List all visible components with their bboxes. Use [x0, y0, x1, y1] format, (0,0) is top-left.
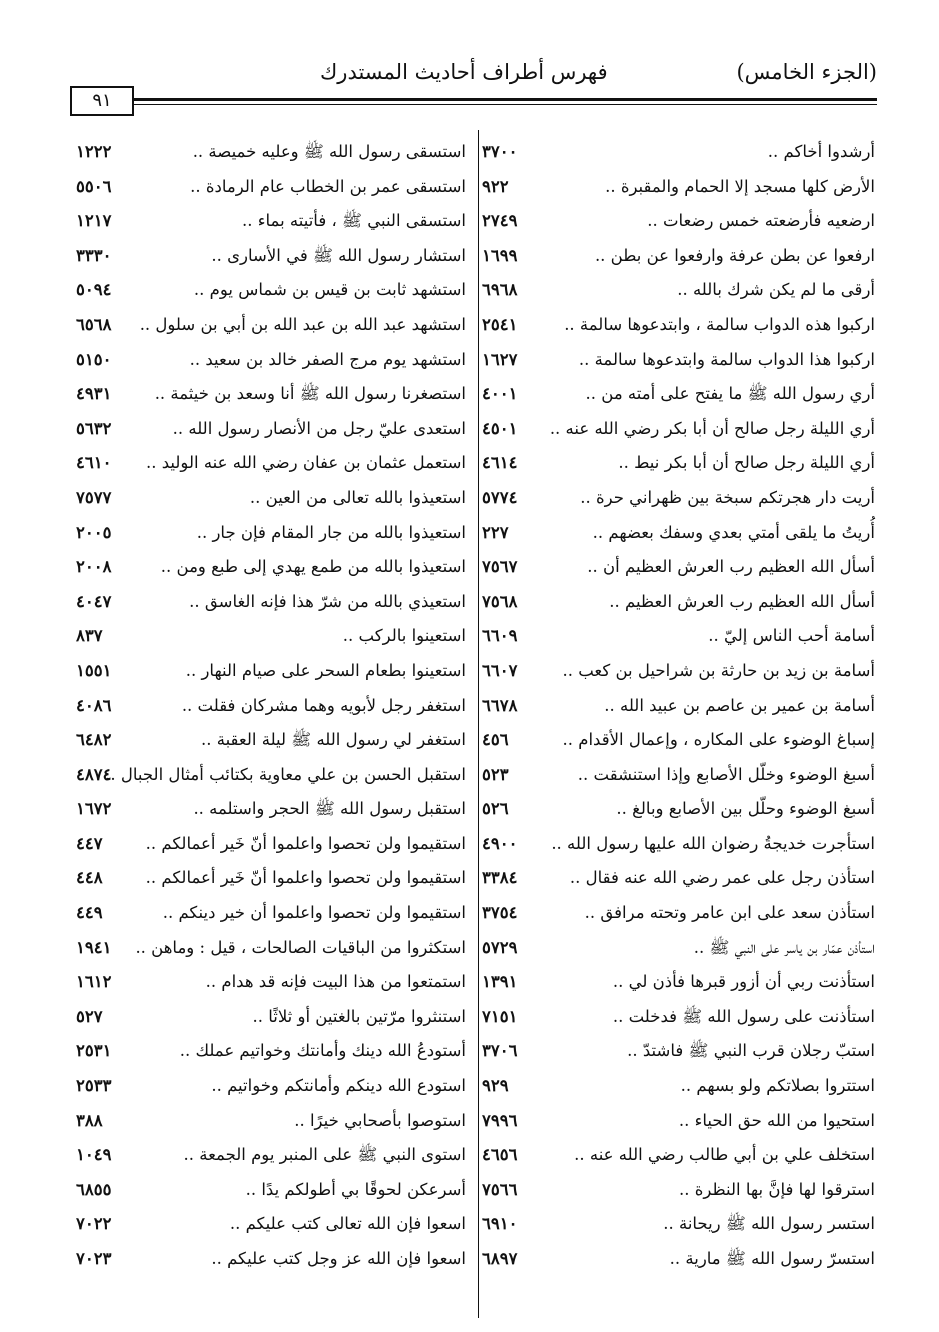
hadith-incipit: استشهد يوم مرج الصفر خالد بن سعيد ..: [189, 349, 466, 369]
hadith-number: ٧٩٩٦: [482, 1110, 518, 1130]
index-entry: [470, 553, 875, 588]
hadith-incipit: استقيموا ولن تحصوا واعلموا أنّ خَير أعمالكم ..: [145, 868, 466, 888]
index-entry: [70, 276, 466, 311]
hadith-incipit: أسامة أحب الناس إليّ ..: [708, 626, 875, 646]
index-entry: [70, 311, 466, 346]
hadith-number: ٢٥٣٣: [76, 1076, 112, 1096]
hadith-incipit: استأذن سعد على ابن عامر وتحته مرافق ..: [584, 903, 875, 923]
hadith-incipit: استعدى عليّ رجل من الأنصار رسول الله ..: [172, 418, 466, 438]
hadith-number: ١٦٩٩: [482, 245, 518, 265]
index-entry: [470, 588, 875, 623]
hadith-number: ٩٢٢: [482, 176, 509, 196]
index-entry: [70, 726, 466, 761]
index-entry: [70, 519, 466, 554]
hadith-incipit: استقيموا ولن تحصوا واعلموا أنّ خَير أعمالكم ..: [145, 833, 466, 853]
hadith-number: ٢٥٣١: [76, 1041, 112, 1061]
hadith-number: ٤٨٧٤: [76, 764, 112, 784]
hadith-incipit: استعينوا بالركب ..: [342, 626, 466, 646]
hadith-number: ٧٥٧٧: [76, 487, 112, 507]
hadith-incipit: استكثروا من الباقيات الصالحات ، قيل : وماهن ..: [135, 937, 466, 957]
hadith-incipit: إسباغ الوضوء على المكاره ، وإعمال الأقدام ..: [562, 730, 875, 750]
hadith-incipit: اركبوا هذه الدواب سالمة ، وابتدعوها سالمة ..: [564, 314, 875, 334]
hadith-incipit: استسر رسول الله ﷺ ريحانة ..: [663, 1214, 875, 1234]
hadith-number: ٥٧٧٤: [482, 487, 518, 507]
hadith-incipit: استعينوا بطعام السحر على صيام النهار ..: [185, 660, 466, 680]
hadith-number: ٦٦٠٧: [482, 660, 518, 680]
hadith-number: ٣٧٠٠: [482, 142, 518, 161]
index-entry: [70, 380, 466, 415]
hadith-number: ٧٠٢٣: [76, 1249, 112, 1268]
index-entry: [470, 519, 875, 554]
hadith-incipit: استرقوا لها فإنَّ بها النظرة ..: [679, 1179, 875, 1199]
hadith-incipit: الأرض كلها مسجد إلا الحمام والمقبرة ..: [605, 176, 875, 196]
index-entry: [470, 1072, 875, 1107]
index-entry: [470, 726, 875, 761]
hadith-number: ٤٩٠٠: [482, 833, 518, 853]
index-entry: [470, 864, 875, 899]
index-entry: [470, 1245, 875, 1280]
index-entry: [70, 1107, 466, 1142]
hadith-number: ٢٠٠٨: [76, 557, 112, 577]
index-entry: [470, 1141, 875, 1176]
hadith-number: ٤٩٣١: [76, 384, 112, 404]
hadith-number: ٣٣٣٠: [76, 245, 112, 265]
hadith-number: ٤٦١٠: [76, 453, 112, 473]
index-entry: [70, 415, 466, 450]
index-column-left: [70, 138, 466, 1280]
index-entry: [70, 1003, 466, 1038]
hadith-incipit: استسقى رسول الله ﷺ وعليه خميصة ..: [192, 142, 466, 161]
index-entry: [470, 795, 875, 830]
hadith-number: ٢٧٤٩: [482, 211, 518, 231]
index-entry: [470, 968, 875, 1003]
index-entry: [70, 1176, 466, 1211]
index-entry: [470, 1037, 875, 1072]
index-entry: [70, 657, 466, 692]
index-entry: [470, 242, 875, 277]
hadith-number: ٧١٥١: [482, 1006, 518, 1026]
hadith-number: ٦٤٨٢: [76, 730, 112, 750]
volume-label: (الجزء الخامس): [736, 60, 877, 84]
hadith-number: ٥٧٢٩: [482, 937, 518, 957]
index-entry: [470, 692, 875, 727]
hadith-incipit: استعيذوا بالله من طمع يهدي إلى طبع ومن ..: [160, 557, 466, 577]
hadith-incipit: أسامة بن عمير بن عاصم بن عبيد الله ..: [604, 695, 875, 715]
hadith-incipit: أرقى ما لم يكن شرك بالله ..: [677, 280, 875, 300]
hadith-incipit: استحيوا من الله حق الحياء ..: [678, 1110, 875, 1130]
index-entry: [70, 588, 466, 623]
index-entry: [470, 346, 875, 381]
hadith-number: ٧٥٦٨: [482, 591, 518, 611]
hadith-incipit: اسعوا فإن الله تعالى كتب عليكم ..: [229, 1214, 466, 1234]
hadith-incipit: ارضعيه فأرضعته خمس رضعات ..: [647, 211, 875, 231]
hadith-number: ٣٨٨: [76, 1110, 103, 1130]
hadith-number: ٥٢٣: [482, 764, 509, 784]
hadith-number: ٧٠٢٢: [76, 1214, 112, 1234]
hadith-incipit: استأجرت خديجةُ رضوان الله عليها رسول الله ..: [551, 833, 875, 853]
index-entry: [470, 449, 875, 484]
hadith-incipit: أري الليلة رجل صالح أن أبا بكر رضي الله عنه ..: [549, 418, 875, 438]
hadith-incipit: استسقى عمر بن الخطاب عام الرمادة ..: [190, 176, 466, 196]
hadith-number: ١٦٢٧: [482, 349, 518, 369]
hadith-number: ٦٦٠٩: [482, 626, 518, 646]
hadith-incipit: استعيذي بالله من شرّ هذا فإنه الغاسق ..: [189, 591, 466, 611]
hadith-incipit: استخلف علي بن أبي طالب رضي الله عنه ..: [574, 1145, 875, 1165]
index-entry: [470, 484, 875, 519]
hadith-incipit: استودع الله دينكم وأمانتكم وخواتيم ..: [211, 1076, 466, 1096]
hadith-number: ١٥٥١: [76, 660, 112, 680]
index-entry: [470, 761, 875, 796]
hadith-incipit: استغفر رجل لأبويه وهما مشركان فقلت ..: [181, 695, 466, 715]
index-entry: [70, 692, 466, 727]
hadith-incipit: أري رسول الله ﷺ ما يفتح على أمته من ..: [585, 384, 875, 404]
hadith-number: ٦٩١٠: [482, 1214, 518, 1234]
header-rule-thin: [134, 104, 877, 105]
hadith-incipit: ارفعوا عن بطن عرفة وارفعوا عن بطن ..: [594, 245, 875, 265]
index-entry: [70, 138, 466, 173]
hadith-number: ٤٤٨: [76, 868, 103, 888]
index-entry: [70, 484, 466, 519]
index-entry: [70, 207, 466, 242]
index-entry: [470, 207, 875, 242]
index-entry: [470, 899, 875, 934]
hadith-number: ٥١٥٠: [76, 349, 112, 369]
hadith-number: ٣٧٠٦: [482, 1041, 518, 1061]
hadith-incipit: أسبغ الوضوء وحلّل بين الأصابع وبالغ ..: [616, 799, 875, 819]
hadith-number: ١٦٧٢: [76, 799, 112, 819]
index-entry: [70, 864, 466, 899]
hadith-incipit: اسعوا فإن الله عز وجل كتب عليكم ..: [211, 1249, 466, 1268]
index-entry: [470, 173, 875, 208]
index-entry: [70, 934, 466, 969]
index-entry: [470, 276, 875, 311]
hadith-number: ٣٧٥٤: [482, 903, 518, 923]
hadith-number: ٦٨٩٧: [482, 1249, 518, 1268]
index-entry: [470, 622, 875, 657]
page-number: ٩١: [70, 86, 134, 116]
hadith-number: ٤٥٦: [482, 730, 509, 750]
hadith-number: ٤٠٤٧: [76, 591, 112, 611]
index-entry: [470, 934, 875, 969]
header-rule-thick: [134, 98, 877, 101]
hadith-incipit: أُريتُ ما يلقى أمتي بعدي وسفك بعضهم ..: [592, 522, 875, 542]
hadith-incipit: أري الليلة رجل صالح أن أبا بكر نيط ..: [618, 453, 875, 473]
hadith-incipit: استسقى النبي ﷺ ، فأتيته بماء ..: [242, 211, 466, 231]
hadith-incipit: استأذن رجل على عمر رضي الله عنه فقال ..: [569, 868, 875, 888]
hadith-number: ٤٦١٤: [482, 453, 518, 473]
hadith-number: ٥٥٠٦: [76, 176, 112, 196]
index-entry: [470, 311, 875, 346]
hadith-number: ٢٥٤١: [482, 314, 518, 334]
hadith-number: ٦٥٦٨: [76, 314, 112, 334]
index-entry: [470, 380, 875, 415]
hadith-number: ٦٩٦٨: [482, 280, 518, 300]
hadith-number: ٥٢٧: [76, 1006, 103, 1026]
index-entry: [70, 449, 466, 484]
hadith-number: ٨٣٧: [76, 626, 103, 646]
hadith-number: ٤٠٨٦: [76, 695, 112, 715]
hadith-number: ١٠٤٩: [76, 1145, 112, 1165]
hadith-number: ٥٠٩٤: [76, 280, 112, 300]
hadith-incipit: استعمل عثمان بن عفان رضي الله عنه الوليد ..: [146, 453, 466, 473]
hadith-incipit: أسامة بن زيد بن حارثة بن شراحيل بن كعب ..: [562, 660, 875, 680]
hadith-incipit: أسبغ الوضوء وخلّل الأصابع وإذا استنشقت ..: [577, 764, 875, 784]
index-entry: [70, 968, 466, 1003]
hadith-incipit: استنثروا مرّتين بالغتين أو ثلاثًا ..: [252, 1006, 466, 1026]
hadith-number: ٣٣٨٤: [482, 868, 518, 888]
index-entry: [470, 1003, 875, 1038]
hadith-number: ٥٢٦: [482, 799, 509, 819]
hadith-incipit: استمتعوا من هذا البيت فإنه قد هدام ..: [205, 972, 466, 992]
hadith-number: ٧٥٦٧: [482, 557, 518, 577]
hadith-number: ٤٤٩: [76, 903, 103, 923]
hadith-incipit: أستودعُ الله دينك وأمانتك وخواتيم عملك ..: [179, 1041, 466, 1061]
index-entry: [70, 346, 466, 381]
page-title: فهرس أطراف أحاديث المستدرك: [320, 60, 608, 84]
hadith-incipit: أسأل الله العظيم رب العرش العظيم أن ..: [587, 557, 875, 577]
index-entry: [470, 657, 875, 692]
hadith-incipit: أسرعكن لحوقًا بي أطولكم يدًا ..: [245, 1179, 466, 1199]
index-entry: [70, 553, 466, 588]
hadith-number: ١٩٤١: [76, 937, 112, 957]
index-column-right: [470, 138, 875, 1280]
hadith-incipit: استأذنت على رسول الله ﷺ فدخلت ..: [612, 1006, 875, 1026]
hadith-number: ٤٤٧: [76, 833, 103, 853]
index-entry: [70, 1210, 466, 1245]
index-entry: [70, 830, 466, 865]
index-entry: [470, 1210, 875, 1245]
index-entry: [70, 899, 466, 934]
index-entry: [70, 242, 466, 277]
index-entry: [70, 1037, 466, 1072]
hadith-number: ١٢١٧: [76, 211, 112, 231]
index-entry: [70, 761, 466, 796]
hadith-number: ١٦١٢: [76, 972, 112, 992]
hadith-incipit: استشهد عبد الله بن عبد الله بن أبي بن سلول ..: [139, 314, 466, 334]
hadith-incipit: استوصوا بأصحابي خيرًا ..: [294, 1110, 466, 1130]
hadith-incipit: استقبل رسول الله ﷺ الحجر واستلمه ..: [193, 799, 466, 819]
hadith-number: ٩٢٩: [482, 1076, 509, 1096]
index-entry: [470, 138, 875, 173]
hadith-number: ٢٢٧: [482, 522, 509, 542]
hadith-incipit: استشار رسول الله ﷺ في الأسارى ..: [211, 245, 466, 265]
hadith-incipit: استأذن عمّار بن ياسر على النبي ﷺ ..: [693, 937, 875, 957]
index-entry: [470, 830, 875, 865]
hadith-incipit: استقيموا ولن تحصوا واعلموا أن خير دينكم ..: [162, 903, 466, 923]
hadith-incipit: استشهد ثابت بن قيس بن شماس يوم ..: [193, 280, 466, 300]
hadith-incipit: استعيذوا بالله من جار المقام فإن جار ..: [196, 522, 466, 542]
hadith-incipit: استتروا بصلاتكم ولو بسهم ..: [680, 1076, 875, 1096]
index-entry: [470, 1176, 875, 1211]
index-entry: [470, 415, 875, 450]
hadith-incipit: أريت دار هجرتكم سبخة بين ظهراني حرة ..: [580, 487, 875, 507]
hadith-number: ٤٥٠١: [482, 418, 518, 438]
index-entry: [70, 173, 466, 208]
hadith-incipit: استصغرنا رسول الله ﷺ أنا وسعد بن خيثمة ..: [154, 384, 466, 404]
hadith-number: ١٣٩١: [482, 972, 518, 992]
hadith-incipit: استعيذوا بالله تعالى من العين ..: [249, 487, 466, 507]
index-entry: [470, 1107, 875, 1142]
hadith-number: ٦٦٧٨: [482, 695, 518, 715]
index-entry: [70, 622, 466, 657]
index-entry: [70, 1245, 466, 1280]
hadith-number: ٢٠٠٥: [76, 522, 112, 542]
hadith-incipit: أسأل الله العظيم رب العرش العظيم ..: [609, 591, 875, 611]
hadith-incipit: استوى النبي ﷺ على المنبر يوم الجمعة ..: [183, 1145, 466, 1165]
hadith-incipit: استقبل الحسن بن علي معاوية بكتائب أمثال الجبال ..: [105, 764, 466, 784]
page-header: [70, 56, 877, 111]
hadith-number: ١٢٢٢: [76, 142, 112, 161]
hadith-number: ٤٦٥٦: [482, 1145, 518, 1165]
hadith-number: ٤٠٠١: [482, 384, 518, 404]
hadith-incipit: استأذنت ربي أن أزور قبرها فأذن لي ..: [612, 972, 875, 992]
hadith-incipit: استبّ رجلان قرب النبي ﷺ فاشتدّ ..: [627, 1041, 875, 1061]
hadith-number: ٦٨٥٥: [76, 1179, 112, 1199]
index-entry: [70, 1141, 466, 1176]
hadith-incipit: استسرّ رسول الله ﷺ مارية ..: [669, 1249, 875, 1268]
index-entry: [70, 795, 466, 830]
index-entry: [70, 1072, 466, 1107]
hadith-number: ٧٥٦٦: [482, 1179, 518, 1199]
hadith-incipit: استغفر لي رسول الله ﷺ ليلة العقبة ..: [201, 730, 466, 750]
hadith-incipit: أرشدوا أخاكم ..: [767, 142, 875, 161]
hadith-number: ٥٦٣٢: [76, 418, 112, 438]
hadith-incipit: اركبوا هذا الدواب سالمة وابتدعوها سالمة ..: [578, 349, 875, 369]
